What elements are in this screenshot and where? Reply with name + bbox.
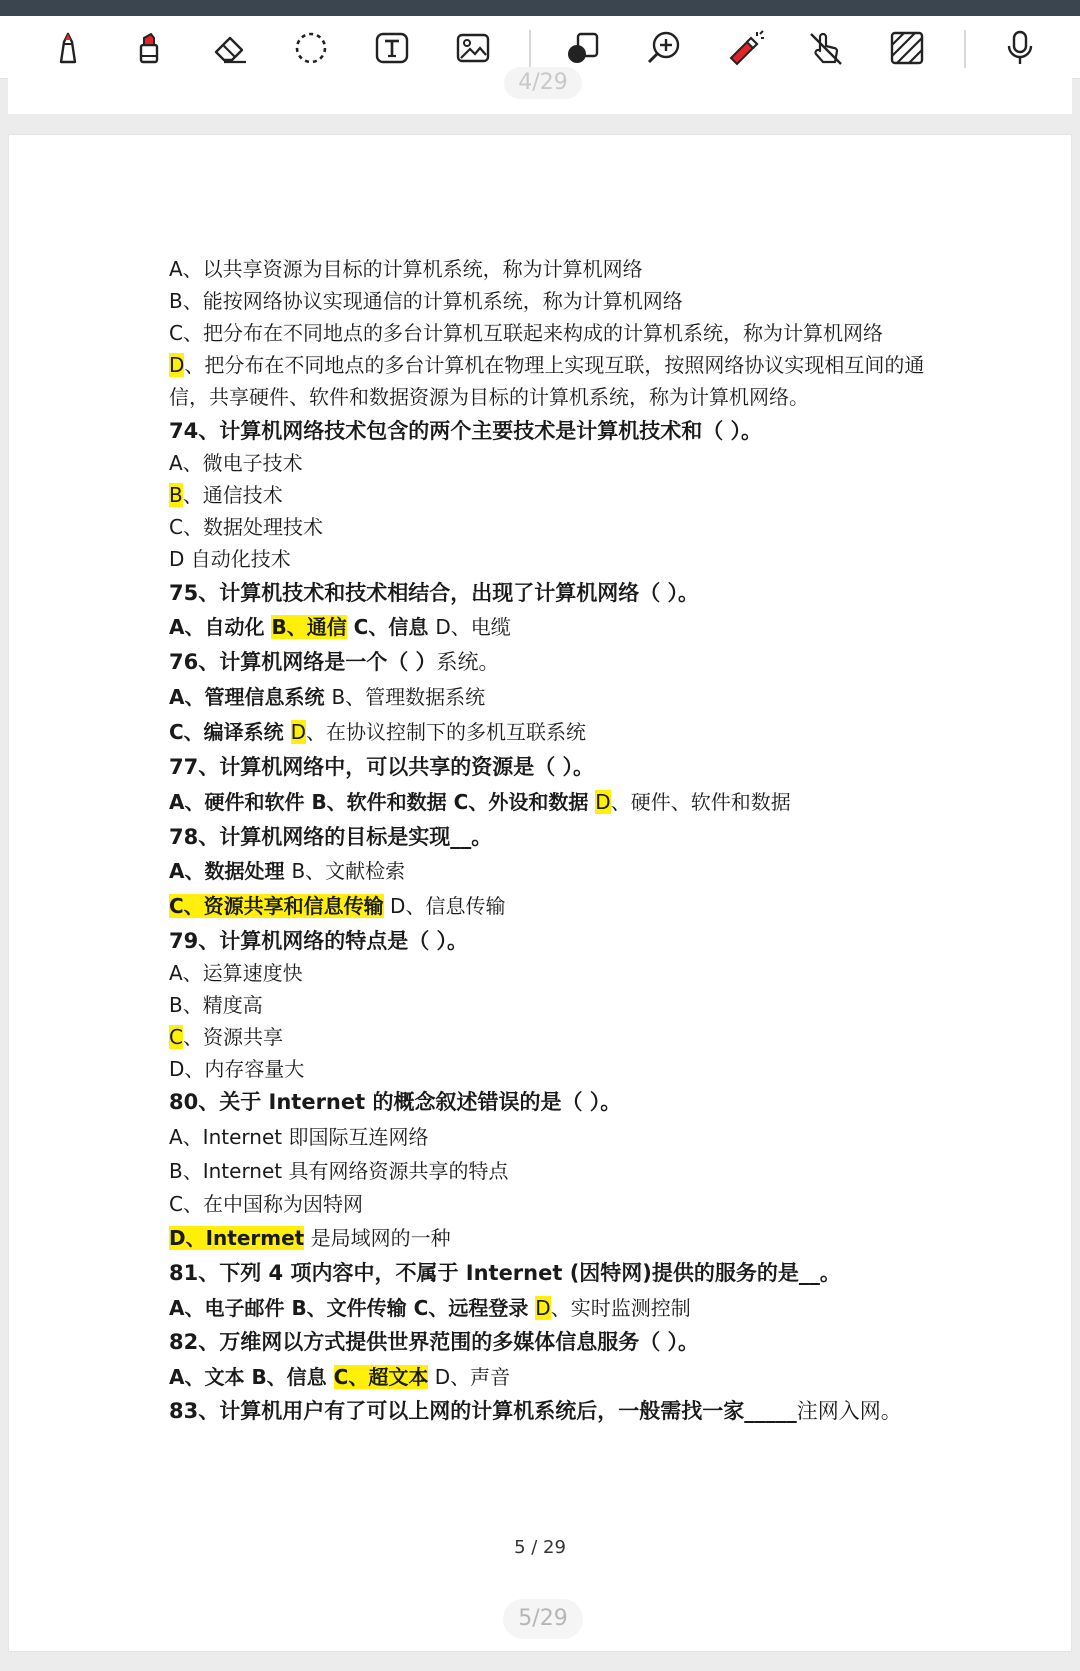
toolbar-divider	[529, 30, 531, 68]
highlighted-answer: C、资源共享和信息传输	[169, 894, 384, 918]
text-span: C、把分布在不同地点的多台计算机互联起来构成的计算机系统，称为计算机网络	[169, 321, 883, 345]
answer-line	[169, 545, 291, 573]
highlighted-answer: B、通信	[271, 615, 347, 639]
text-span: 76、计算机网络是一个（ ）	[169, 650, 437, 674]
text-span: 是局域网的一种	[304, 1226, 451, 1250]
answer-line	[169, 683, 485, 711]
question-line	[169, 753, 594, 781]
text-span: D、内存容量大	[169, 1057, 305, 1081]
text-span: 、硬件、软件和数据	[610, 790, 791, 814]
text-span: 、通信技术	[182, 483, 283, 507]
question-line	[169, 579, 699, 607]
touch-disable-icon	[806, 28, 846, 68]
answer-line	[169, 718, 586, 746]
pen-icon	[48, 28, 88, 68]
answer-line	[169, 1363, 510, 1391]
text-span: D 自动化技术	[169, 547, 291, 571]
answer-line	[169, 351, 924, 379]
question-line	[169, 823, 492, 851]
highlighted-answer: D	[535, 1296, 551, 1320]
microphone-icon	[1000, 28, 1040, 68]
text-span: 77、计算机网络中，可以共享的资源是（ ）。	[169, 755, 595, 779]
answer-line	[169, 991, 263, 1019]
text-span: C、信息	[346, 615, 436, 639]
text-span: A、Internet 即国际互连网络	[169, 1125, 429, 1149]
pen-tool-button[interactable]	[45, 26, 91, 70]
text-span: 信，共享硬件、软件和数据资源为目标的计算机系统，称为计算机网络。	[169, 385, 809, 409]
eraser-icon	[210, 28, 250, 68]
shapes-tool-button[interactable]	[560, 26, 606, 70]
text-span: A、电子邮件 B、文件传输 C、远程登录	[169, 1296, 536, 1320]
touch-disable-button[interactable]	[803, 26, 849, 70]
text-span: A、自动化	[169, 615, 272, 639]
answer-line	[169, 481, 283, 509]
answer-line	[169, 513, 323, 541]
text-span: A、运算速度快	[169, 961, 303, 985]
text-span: A、文本 B、信息	[169, 1365, 334, 1389]
text-span: B、能按网络协议实现通信的计算机系统，称为计算机网络	[169, 289, 683, 313]
answer-line	[169, 1055, 304, 1083]
highlighted-answer: C、超文本	[333, 1365, 429, 1389]
text-span: 、把分布在不同地点的多台计算机在物理上实现互联，按照网络协议实现相互间的通	[184, 353, 925, 377]
text-span: 、实时监测控制	[550, 1296, 691, 1320]
text-span: A、微电子技术	[169, 451, 303, 475]
answer-line	[169, 255, 643, 283]
highlighted-answer: D、Intermet	[169, 1226, 305, 1250]
highlighted-answer: C	[169, 1025, 183, 1049]
answer-line	[169, 1023, 283, 1051]
pattern-icon	[887, 28, 927, 68]
highlighted-answer: D	[169, 353, 185, 377]
text-span: B、文献检索	[291, 859, 406, 883]
text-span: B、Internet 具有网络资源共享的特点	[169, 1159, 509, 1183]
answer-line	[169, 1294, 691, 1322]
lasso-tool-button[interactable]	[288, 26, 334, 70]
page-footer-number: 5 / 29	[514, 1537, 566, 1558]
text-span: A、数据处理	[169, 859, 292, 883]
text-span: 82、万维网以方式提供世界范围的多媒体信息服务（ ）。	[169, 1330, 700, 1354]
answer-line	[169, 892, 505, 920]
text-tool-button[interactable]	[369, 26, 415, 70]
image-tool-button[interactable]	[450, 26, 496, 70]
lasso-icon	[291, 28, 331, 68]
status-bar	[0, 0, 1080, 16]
highlighted-answer: D	[595, 790, 611, 814]
text-span: A、管理信息系统	[169, 685, 332, 709]
answer-line	[169, 788, 791, 816]
highlighted-answer: D	[290, 720, 307, 744]
text-span: 81、下列 4 项内容中，不属于 Internet (因特网)提供的服务的是__。	[169, 1261, 841, 1285]
text-span: C、在中国称为因特网	[169, 1192, 363, 1216]
question-line	[169, 648, 500, 676]
document-page	[8, 134, 1072, 1652]
marker-tool-button[interactable]	[126, 26, 172, 70]
shapes-icon	[563, 28, 603, 68]
zoom-icon	[644, 28, 684, 68]
answer-line	[169, 319, 883, 347]
text-span: A、以共享资源为目标的计算机系统，称为计算机网络	[169, 257, 643, 281]
question-line	[169, 1088, 621, 1116]
question-line	[169, 1397, 902, 1425]
text-span: D、电缆	[435, 615, 511, 639]
laser-pointer-button[interactable]	[722, 26, 768, 70]
text-span: A、硬件和软件 B、软件和数据 C、外设和数据	[169, 790, 596, 814]
question-line	[169, 1259, 841, 1287]
answer-line	[169, 1123, 428, 1151]
marker-icon	[129, 28, 169, 68]
text-span: C、数据处理技术	[169, 515, 323, 539]
text-span: D、声音	[428, 1365, 511, 1389]
text-span: 75、计算机技术和技术相结合，出现了计算机网络（ ）。	[169, 581, 700, 605]
answer-line	[169, 449, 303, 477]
text-span: 83、计算机用户有了可以上网的计算机系统后，一般需找一家_____	[169, 1399, 797, 1423]
question-line	[169, 417, 762, 445]
pattern-tool-button[interactable]	[884, 26, 930, 70]
text-span: 74、计算机网络技术包含的两个主要技术是计算机技术和（ ）。	[169, 419, 763, 443]
answer-line	[169, 287, 683, 315]
image-icon	[453, 28, 493, 68]
zoom-tool-button[interactable]	[641, 26, 687, 70]
text-span: 系统。	[436, 650, 500, 674]
text-span: 79、计算机网络的特点是（ ）。	[169, 929, 469, 953]
text-span: C、编译系统	[169, 720, 291, 744]
microphone-button[interactable]	[997, 26, 1043, 70]
answer-line	[169, 613, 511, 641]
question-line	[169, 927, 468, 955]
answer-line	[169, 383, 809, 411]
toolbar-divider	[964, 30, 966, 68]
text-span: 80、关于 Internet 的概念叙述错误的是（ ）。	[169, 1090, 622, 1114]
question-line	[169, 1328, 699, 1356]
answer-line	[169, 1157, 509, 1185]
document-text	[9, 135, 1071, 1651]
text-span: D、信息传输	[383, 894, 506, 918]
text-icon	[372, 28, 412, 68]
answer-line	[169, 1190, 363, 1218]
text-span: B、精度高	[169, 993, 263, 1017]
text-span: 注网入网。	[796, 1399, 902, 1423]
bottom-page-indicator: 5/29	[503, 1599, 583, 1639]
answer-line	[169, 959, 303, 987]
eraser-tool-button[interactable]	[207, 26, 253, 70]
text-span: 78、计算机网络的目标是实现__。	[169, 825, 493, 849]
highlighted-answer: B	[169, 483, 183, 507]
top-page-indicator: 4/29	[504, 67, 582, 99]
text-span: B、管理数据系统	[331, 685, 486, 709]
answer-line	[169, 1224, 451, 1252]
text-span: 、在协议控制下的多机互联系统	[306, 720, 587, 744]
laser-pointer-icon	[725, 28, 765, 68]
answer-line	[169, 857, 405, 885]
text-span: 、资源共享	[182, 1025, 283, 1049]
